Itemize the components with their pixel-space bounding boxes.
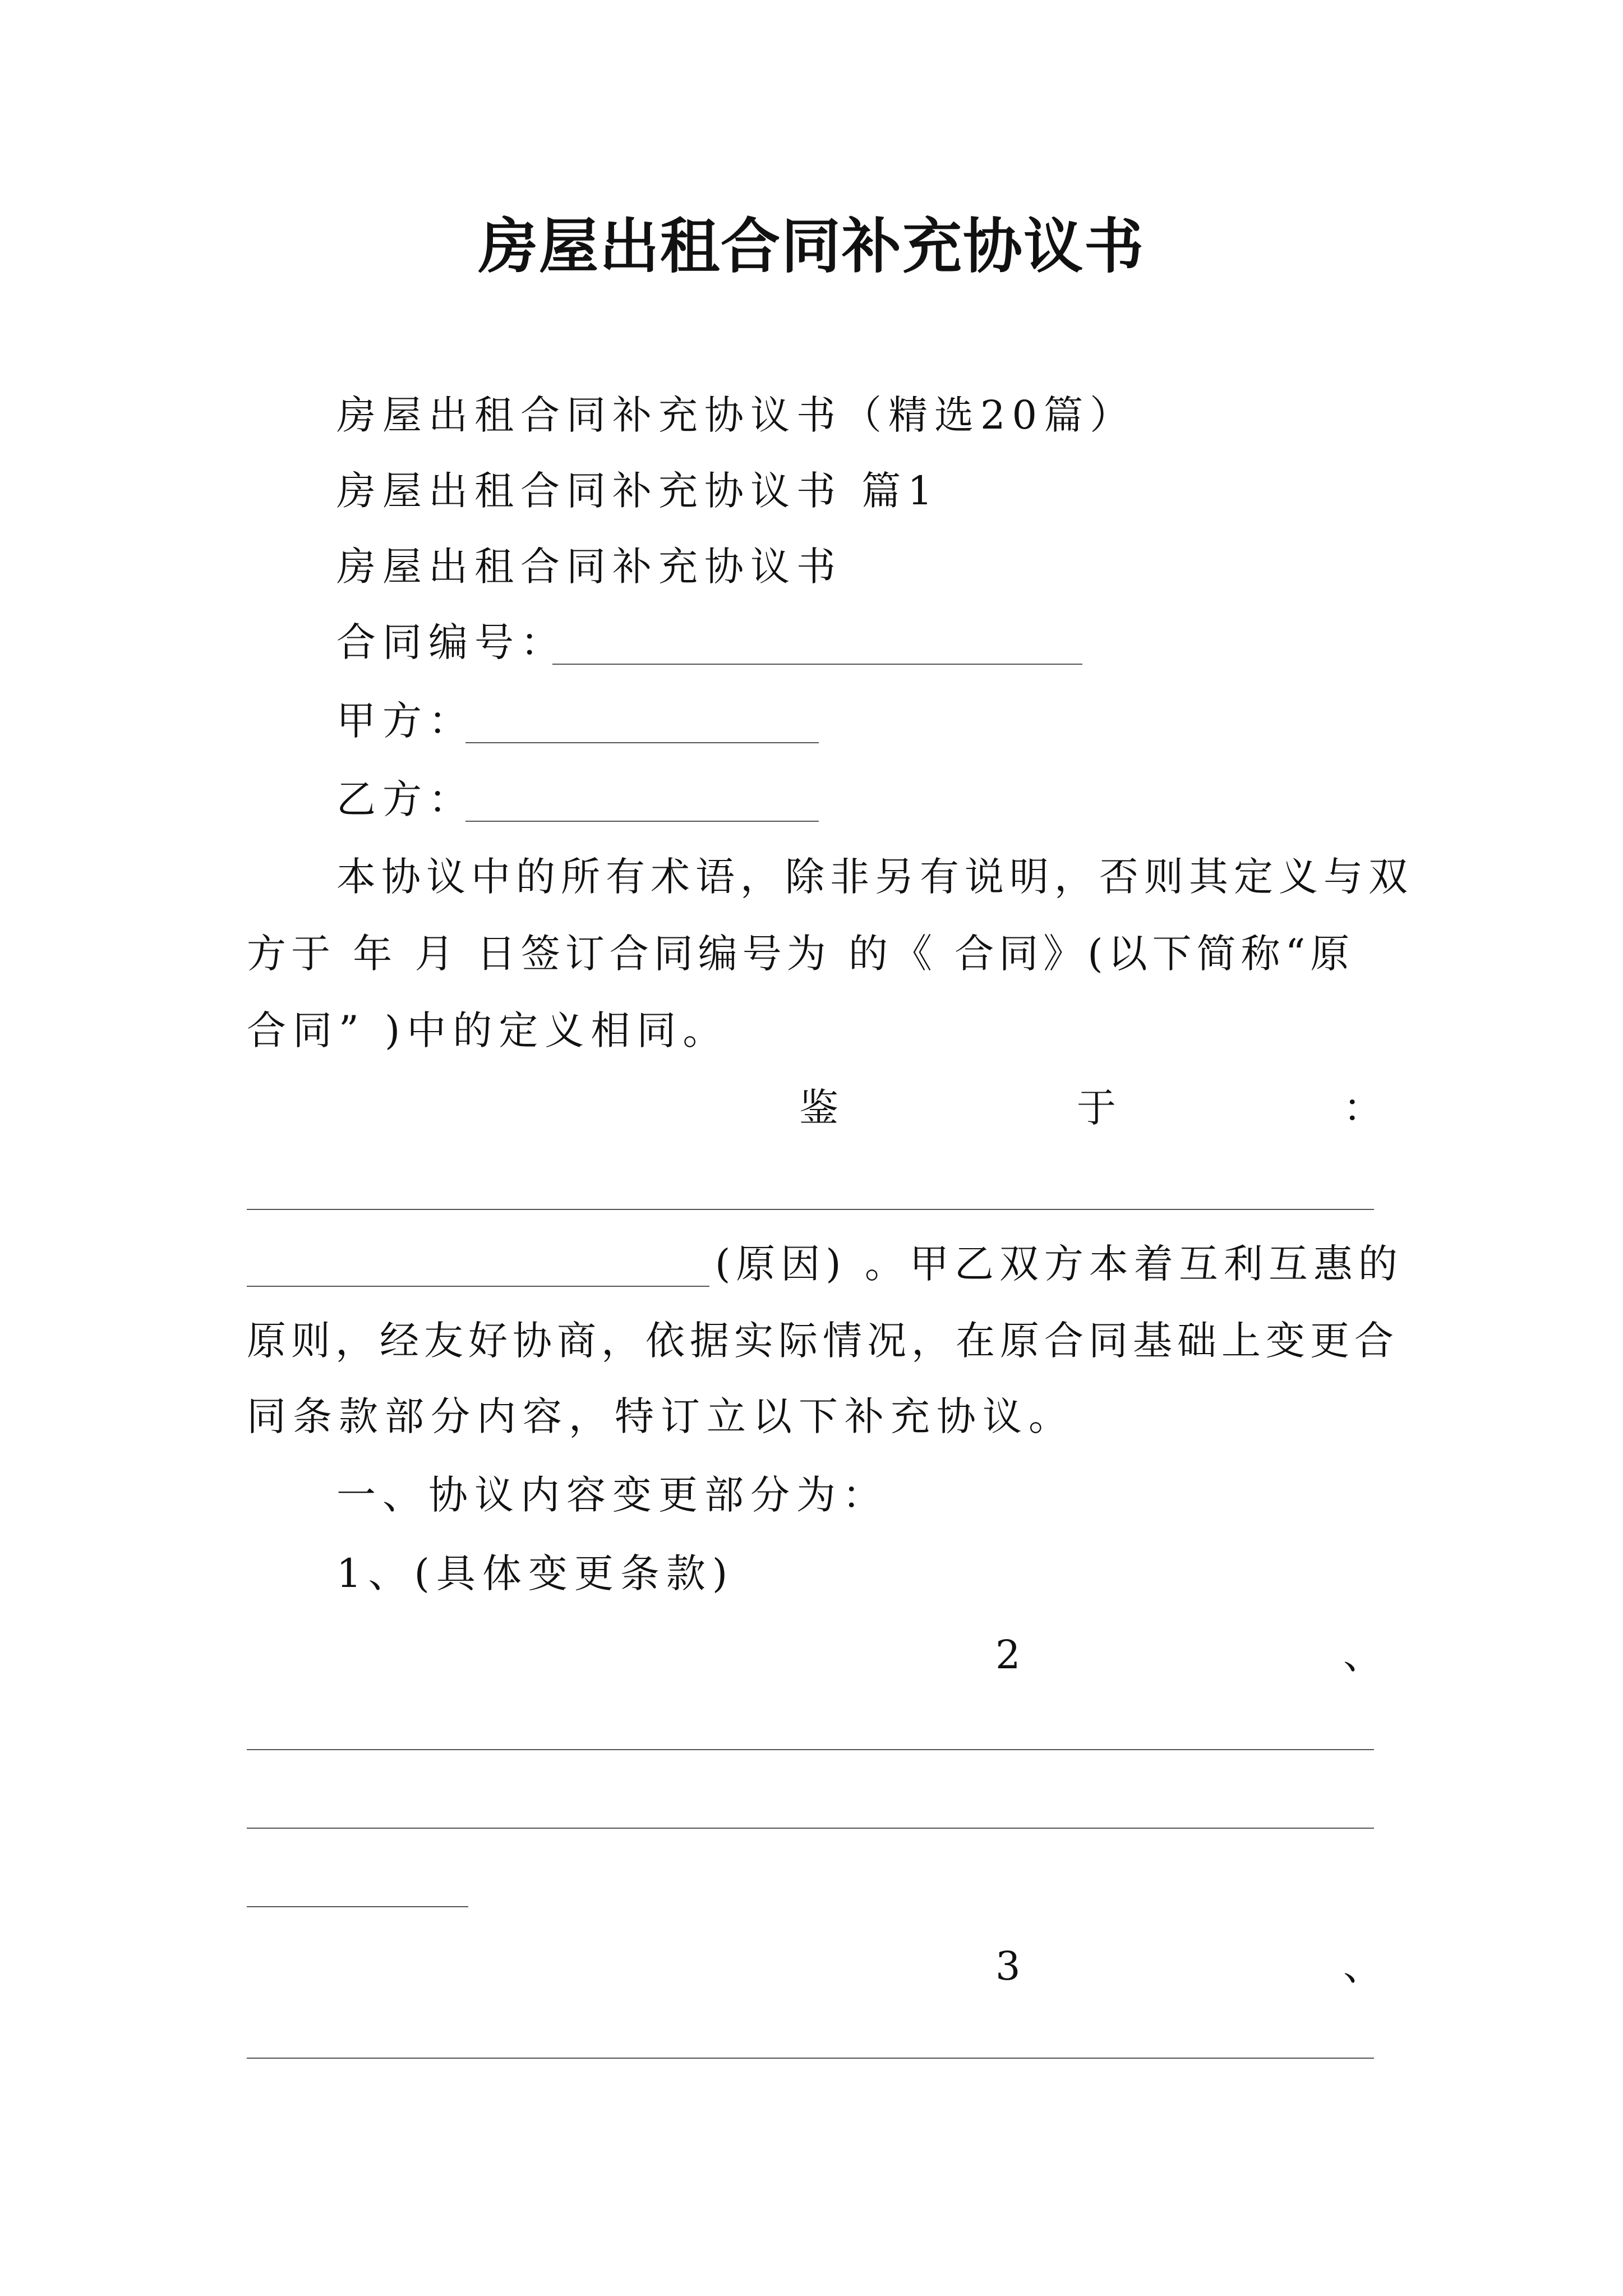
item3-number: 3 [995, 1943, 1021, 1989]
reason-rule-full [247, 1209, 1374, 1210]
item1: 1、(具体变更条款) [336, 1550, 735, 1596]
party-b-blank [465, 821, 819, 822]
subtitle: 房屋出租合同补充协议书（精选20篇） [336, 392, 1136, 438]
item2-sep: 、 [1343, 1632, 1382, 1678]
reason-suffix: (原因) 。甲乙双方本着互利互惠的 [715, 1241, 1403, 1287]
item2-rule-1 [247, 1749, 1374, 1750]
contract-no-blank [552, 664, 1082, 665]
party-b-label: 乙方： [336, 776, 474, 822]
item3-rule-1 [247, 2058, 1374, 2059]
contract-no-label: 合同编号： [336, 619, 566, 665]
jian-char: 鉴 [799, 1085, 838, 1131]
section-heading: 房屋出租合同补充协议书 篇1 [336, 468, 939, 514]
party-a-blank [465, 742, 819, 743]
item2-rule-2 [247, 1828, 1374, 1829]
doc-name: 房屋出租合同补充协议书 [336, 544, 842, 590]
section1-heading: 一、协议内容变更部分为： [336, 1472, 888, 1518]
item2-number: 2 [995, 1632, 1021, 1678]
yu-char: 于 [1077, 1085, 1116, 1131]
para1-line1: 本协议中的所有术语，除非另有说明，否则其定义与双 [336, 854, 1413, 900]
para1-line2: 方于 年 月 日签订合同编号为 的《 合同》(以下简称“原 [247, 931, 1355, 977]
para1-line3: 合同” )中的定义相同。 [247, 1007, 729, 1053]
jianyu-colon: ： [1343, 1085, 1382, 1131]
item2-rule-3 [247, 1906, 468, 1907]
para2-line3: 同条款部分内容，特订立以下补充协议。 [247, 1393, 1075, 1439]
item3-sep: 、 [1343, 1943, 1382, 1989]
reason-rule-short [247, 1286, 709, 1287]
party-a-label: 甲方： [336, 698, 474, 744]
para2-line2: 原则，经友好协商，依据实际情况，在原合同基础上变更合 [247, 1318, 1399, 1364]
document-title: 房屋出租合同补充协议书 [478, 212, 1145, 281]
